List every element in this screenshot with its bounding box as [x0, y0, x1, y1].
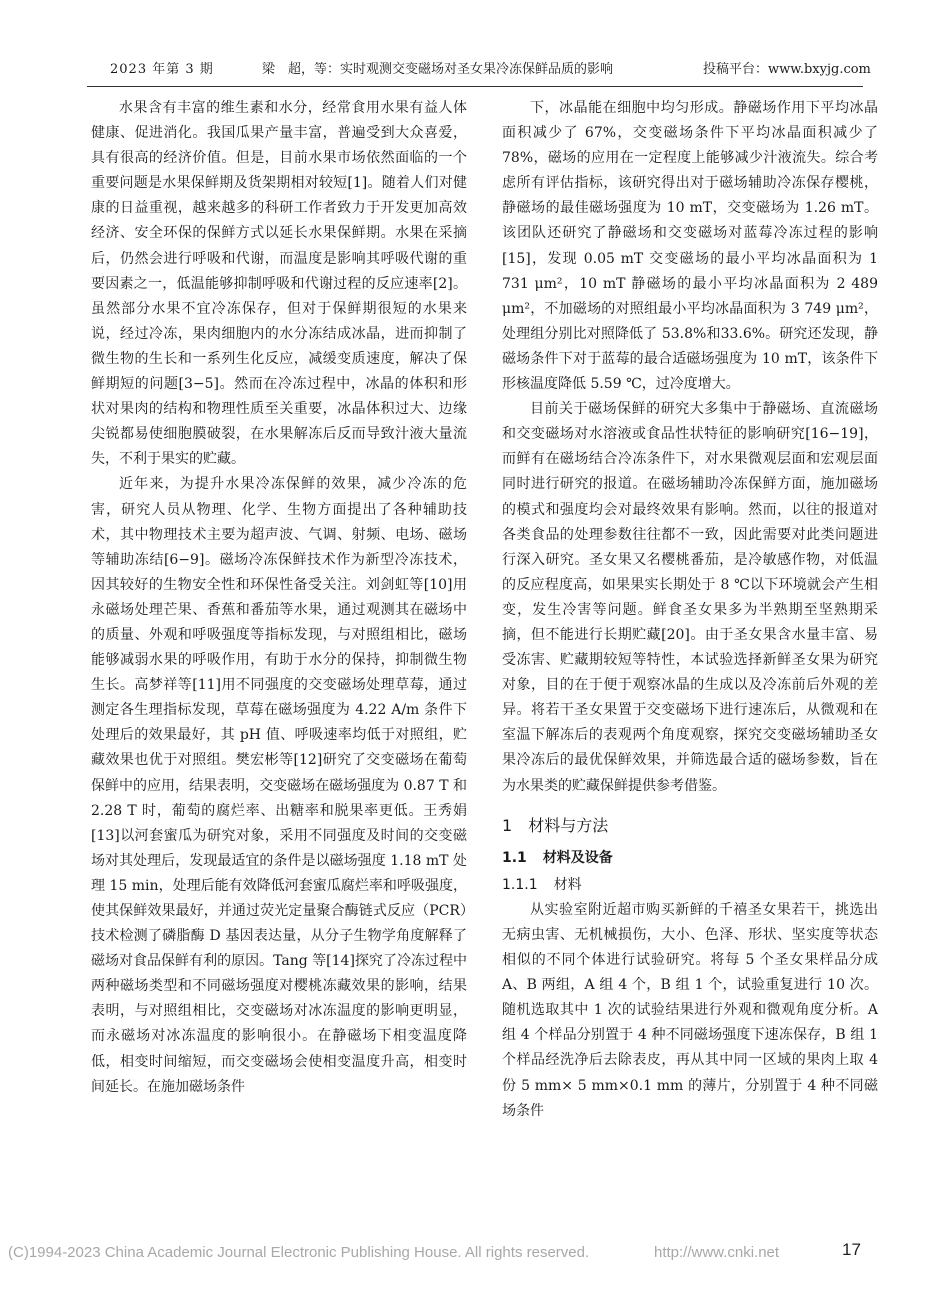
right-column	[502, 96, 878, 1124]
paragraph-materials: 从实验室附近超市购买新鲜的千禧圣女果若干，挑选出无病虫害、无机械损伤，大小、色泽、形状、坚实度等状态相似的不同个体进行试验研究。将每 5 个圣女果样品分成 A、B 两组，A 组 4 个，B 组 1 个，试验重复进行 10 次。随机选取其中 1 次的试验结果进行外观和微观角度分析。A 组 4 个样品分别置于 4 种不同磁场强度下速冻保存，B 组 1 个样品经洗净后去除表皮，再从其中同一区域的果肉上取 4 份 5 mm× 5 mm×0.1 mm 的薄片，分别置于 4 种不同磁场条件	[502, 901, 878, 1119]
header-rule	[87, 86, 863, 87]
cnki-link[interactable]: http://www.cnki.net	[654, 1244, 780, 1261]
section-number: 1	[502, 815, 513, 835]
section-heading-1	[502, 813, 878, 838]
copyright-notice: (C)1994-2023 China Academic Journal Electronic Publishing House. All rights reserved.	[8, 1244, 590, 1261]
paragraph-intro-3: 下，冰晶能在细胞中均匀形成。静磁场作用下平均冰晶面积减少了 67%，交变磁场条件下平均冰晶面积减少了 78%，磁场的应用在一定程度上能够减少汁液流失。综合考虑所有评估指标，该研究得出对于磁场辅助冷冻保存樱桃，静磁场的最佳磁场强度为 10 mT，交变磁场为 1.26 mT。该团队还研究了静磁场和交变磁场对蓝莓冷冻过程的影响[15]，发现 0.05 mT 交变磁场的最小平均冰晶面积为 1 731 μm²，10 mT 静磁场的最小平均冰晶面积为 2 489 μm²，不加磁场的对照组最小平均冰晶面积为 3 749 μm²，处理组分别比对照降低了 53.8%和33.6%。研究还发现，静磁场条件下对于蓝莓的最合适磁场强度为 10 mT，该条件下形核温度降低 5.59 ℃，过冷度增大。	[502, 100, 878, 393]
section-title: 材料	[553, 876, 582, 893]
paragraph-intro-2: 近年来，为提升水果冷冻保鲜的效果，减少冷冻的危害，研究人员从物理、化学、生物方面提出了各种辅助技术，其中物理技术主要为超声波、气调、射频、电场、磁场等辅助冻结[6−9]。磁场冷冻保鲜技术作为新型冷冻技术，因其较好的生物安全性和环保性备受关注。刘剑虹等[10]用永磁场处理芒果、香蕉和番茄等水果，通过观测其在磁场中的质量、外观和呼吸强度等指标发现，与对照组相比，磁场能够减弱水果的呼吸作用，有助于水分的保持，抑制微生物生长。高梦祥等[11]用不同强度的交变磁场处理草莓，通过测定各生理指标发现，草莓在磁场强度为 4.22 A/m 条件下处理后的效果最好，其 pH 值、呼吸速率均低于对照组，贮藏效果也优于对照组。樊宏彬等[12]研究了交变磁场在葡萄保鲜中的应用，结果表明，交变磁场在磁场强度为 0.87 T 和 2.28 T 时，葡萄的腐烂率、出糖率和脱果率更低。王秀娟[13]以河套蜜瓜为研究对象，采用不同强度及时间的交变磁场对其处理后，发现最适宜的条件是以磁场强度 1.18 mT 处理 15 min，处理后能有效降低河套蜜瓜腐烂率和呼吸强度，使其保鲜效果最好，并通过荧光定量聚合酶链式反应（PCR）技术检测了磷脂酶 D 基因表达量，从分子生物学角度解释了磁场对食品保鲜有利的原因。Tang 等[14]探究了冷冻过程中两种磁场类型和不同磁场强度对樱桃冻藏效果的影响，结果表明，与对照组相比，交变磁场对冰冻温度的影响更明显，而永磁场对冰冻温度的影响很小。在静磁场下相变温度降低，相变时间缩短，而交变磁场会使相变温度升高，相变时间延长。在施加磁场条件	[91, 476, 467, 1095]
left-column	[91, 96, 467, 1100]
section-title: 材料及设备	[542, 849, 613, 866]
page-footer	[0, 1240, 950, 1270]
page-number: 17	[842, 1240, 861, 1259]
paragraph-intro-1: 水果含有丰富的维生素和水分，经常食用水果有益人体健康、促进消化。我国瓜果产量丰富，普遍受到大众喜爱，具有很高的经济价值。但是，目前水果市场依然面临的一个重要问题是水果保鲜期及货架期相对较短[1]。随着人们对健康的日益重视，越来越多的科研工作者致力于开发更加高效经济、安全环保的保鲜方式以延长水果保鲜期。水果在采摘后，仍然会进行呼吸和代谢，而温度是影响其呼吸代谢的重要因素之一，低温能够抑制呼吸和代谢过程的反应速率[2]。虽然部分水果不宜冷冻保存，但对于保鲜期很短的水果来说，经过冷冻，果肉细胞内的水分冻结成冰晶，进而抑制了微生物的生长和一系列生化反应，减缓变质速度，解决了保鲜期短的问题[3−5]。然而在冷冻过程中，冰晶的体积和形状对果肉的结构和物理性质至关重要，冰晶体积过大、边缘尖锐都易使细胞膜破裂，在水果解冻后反而导致汁液大量流失，不利于果实的贮藏。	[91, 100, 467, 468]
page-header	[0, 52, 950, 82]
section-heading-1-1-1	[502, 873, 878, 898]
section-number: 1.1.1	[502, 876, 538, 893]
journal-issue: 2023 年第 3 期	[110, 62, 214, 77]
paragraph-intro-4: 目前关于磁场保鲜的研究大多集中于静磁场、直流磁场和交变磁场对水溶液或食品性状特征的影响研究[16−19]，而鲜有在磁场结合冷冻条件下，对水果微观层面和宏观层面同时进行研究的报道。在磁场辅助冷冻保鲜方面，施加磁场的模式和强度均会对最终效果有影响。然而，以往的报道对各类食品的处理参数往往都不一致，因此需要对此类问题进行深入研究。圣女果又名樱桃番茄，是冷敏感作物，对低温的反应程度高，如果果实长期处于 8 ℃以下环境就会产生相变，发生冷害等问题。鲜食圣女果多为半熟期至坚熟期采摘，但不能进行长期贮藏[20]。由于圣女果含水量丰富、易受冻害、贮藏期较短等特性，本试验选择新鲜圣女果为研究对象，目的在于便于观察冰晶的生成以及冷冻前后外观的差异。将若干圣女果置于交变磁场下进行速冻后，从微观和在室温下解冻后的表观两个角度观察，探究交变磁场辅助圣女果冷冻后的最优保鲜效果，并筛选最合适的磁场参数，旨在为水果类的贮藏保鲜提供参考借鉴。	[502, 401, 878, 794]
section-title: 材料与方法	[528, 815, 609, 835]
running-title: 梁 超，等：实时观测交变磁场对圣女果冷冻保鲜品质的影响	[262, 62, 614, 77]
section-heading-1-1	[502, 846, 878, 871]
submission-website[interactable]: 投稿平台：www.bxyjg.com	[703, 62, 871, 77]
section-number: 1.1	[502, 849, 527, 866]
